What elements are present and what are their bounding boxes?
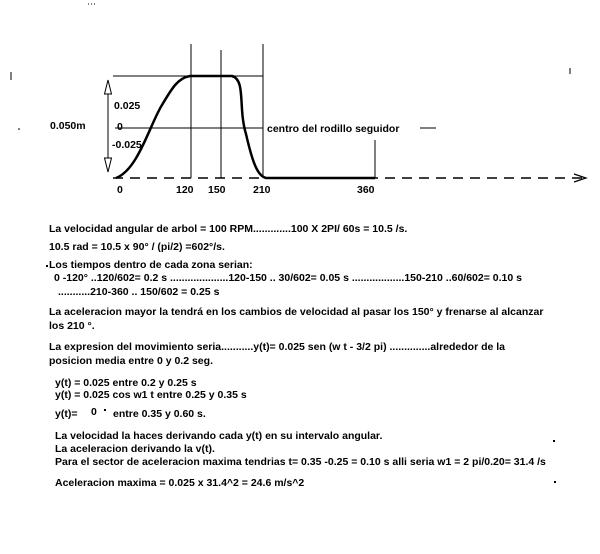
stray-dot — [46, 265, 48, 267]
minus-label: -0.025 — [112, 139, 142, 151]
text-line-7: los 210 °. — [49, 320, 95, 332]
text-line-16: Aceleracion maxima = 0.025 x 31.4^2 = 24.6 m/s^2 — [55, 477, 305, 489]
stray-dot — [104, 409, 106, 411]
text-line-10: y(t) = 0.025 entre 0.2 y 0.25 s — [55, 377, 197, 389]
text-line-13: La velocidad la haces derivando cada y(t) en su intervalo angular. — [55, 430, 383, 442]
text-line-8: La expresion del movimiento seria...........y(t)= 0.025 sen (w t - 3/2 pi) ..............alrededor de la — [49, 341, 506, 353]
x-tick-label: 150 — [208, 184, 226, 196]
displacement-diagram — [0, 0, 600, 200]
stray-dot — [553, 440, 555, 442]
x-tick-label: 360 — [357, 184, 375, 196]
text-line-14: La aceleracion derivando la v(t). — [55, 443, 215, 455]
text-line-6: La aceleracion mayor la tendrá en los cambios de velocidad al pasar los 150° y frenarse al alcanzar — [49, 306, 544, 318]
text-line-9: posicion media entre 0 y 0.2 seg. — [49, 355, 213, 367]
x-tick-label: 120 — [176, 184, 194, 196]
zero-left-label: 0 — [117, 121, 123, 133]
x-tick-label: 210 — [253, 184, 271, 196]
text-line-5: ...........210-360 .. 150/602 = 0.25 s — [58, 286, 220, 298]
stray-dot — [554, 481, 556, 483]
text-line-12b: 0 — [91, 406, 97, 418]
text-line-12c: entre 0.35 y 0.60 s. — [113, 408, 206, 420]
text-line-11: y(t) = 0.025 cos w1 t entre 0.25 y 0.35 s — [55, 389, 247, 401]
text-line-1: La velocidad angular de arbol = 100 RPM.............100 X 2PI/ 60s = 10.5 /s. — [49, 223, 408, 235]
amplitude-label: 0.050m — [50, 120, 86, 132]
text-line-12a: y(t)= — [55, 408, 78, 420]
plus-label: 0.025 — [114, 100, 141, 112]
x-tick-label: 0 — [117, 184, 123, 196]
text-line-3: Los tiempos dentro de cada zona serian: — [49, 259, 253, 271]
text-line-4: 0 -120° ..120/602= 0.2 s ....................120-150 .. 30/602= 0.05 s ..................150-210 ..60/602= 0.10 s — [54, 272, 522, 284]
text-line-15: Para el sector de aceleracion maxima tendrias t= 0.35 -0.25 = 0.10 s alli seria w1 = 2 pi/0.20= 31.4 /s — [55, 456, 546, 468]
arrow-down-icon — [105, 158, 112, 172]
text-line-2: 10.5 rad = 10.5 x 90° / (pi/2) =602°/s. — [49, 241, 225, 253]
follower-label: centro del rodillo seguidor — [267, 123, 400, 135]
arrow-up-icon — [105, 80, 112, 94]
